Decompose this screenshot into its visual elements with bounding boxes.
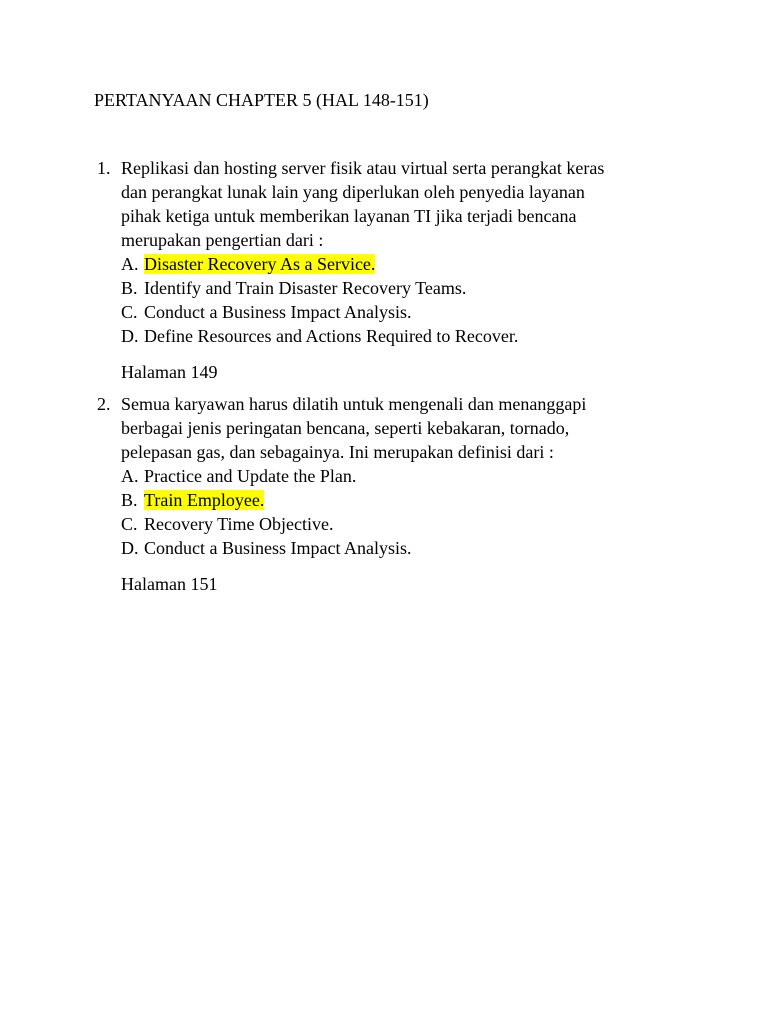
option-letter: A. xyxy=(121,254,139,274)
question-line: pelepasan gas, dan sebagainya. Ini merupakan definisi dari : xyxy=(121,442,554,462)
option-letter: C. xyxy=(121,514,138,534)
page-reference: Halaman 149 xyxy=(121,362,218,382)
option-letter: B. xyxy=(121,490,138,510)
question-2 xyxy=(97,392,697,596)
question-line: Replikasi dan hosting server fisik atau virtual serta perangkat keras xyxy=(121,158,605,178)
option-c xyxy=(121,512,697,536)
option-text: Identify and Train Disaster Recovery Teams. xyxy=(144,278,467,298)
page-reference: Halaman 151 xyxy=(121,574,218,594)
option-text: Practice and Update the Plan. xyxy=(144,466,357,486)
highlighted-answer: Train Employee. xyxy=(144,490,265,510)
option-text: Define Resources and Actions Required to Recover. xyxy=(144,326,519,346)
question-line: merupakan pengertian dari : xyxy=(121,230,324,250)
option-c xyxy=(121,300,697,324)
question-number: 2. xyxy=(97,394,111,414)
option-a xyxy=(121,464,697,488)
question-line: pihak ketiga untuk memberikan layanan TI jika terjadi bencana xyxy=(121,206,577,226)
option-letter: B. xyxy=(121,278,138,298)
option-text: Conduct a Business Impact Analysis. xyxy=(144,538,412,558)
option-letter: A. xyxy=(121,466,139,486)
question-line: berbagai jenis peringatan bencana, seperti kebakaran, tornado, xyxy=(121,418,570,438)
document-title: PERTANYAAN CHAPTER 5 (HAL 148-151) xyxy=(94,90,429,110)
option-letter: C. xyxy=(121,302,138,322)
option-d xyxy=(121,536,697,560)
answer-options xyxy=(121,252,697,348)
option-b xyxy=(121,488,697,512)
option-a xyxy=(121,252,697,276)
question-1 xyxy=(97,156,697,384)
question-line: Semua karyawan harus dilatih untuk mengenali dan menanggapi xyxy=(121,394,587,414)
question-number: 1. xyxy=(97,158,111,178)
option-text: Recovery Time Objective. xyxy=(144,514,334,534)
highlighted-answer: Disaster Recovery As a Service. xyxy=(144,254,376,274)
option-letter: D. xyxy=(121,326,139,346)
question-text xyxy=(121,392,697,464)
option-text: Conduct a Business Impact Analysis. xyxy=(144,302,412,322)
option-d xyxy=(121,324,697,348)
question-text xyxy=(121,156,697,252)
question-line: dan perangkat lunak lain yang diperlukan oleh penyedia layanan xyxy=(121,182,585,202)
option-b xyxy=(121,276,697,300)
answer-options xyxy=(121,464,697,560)
option-letter: D. xyxy=(121,538,139,558)
